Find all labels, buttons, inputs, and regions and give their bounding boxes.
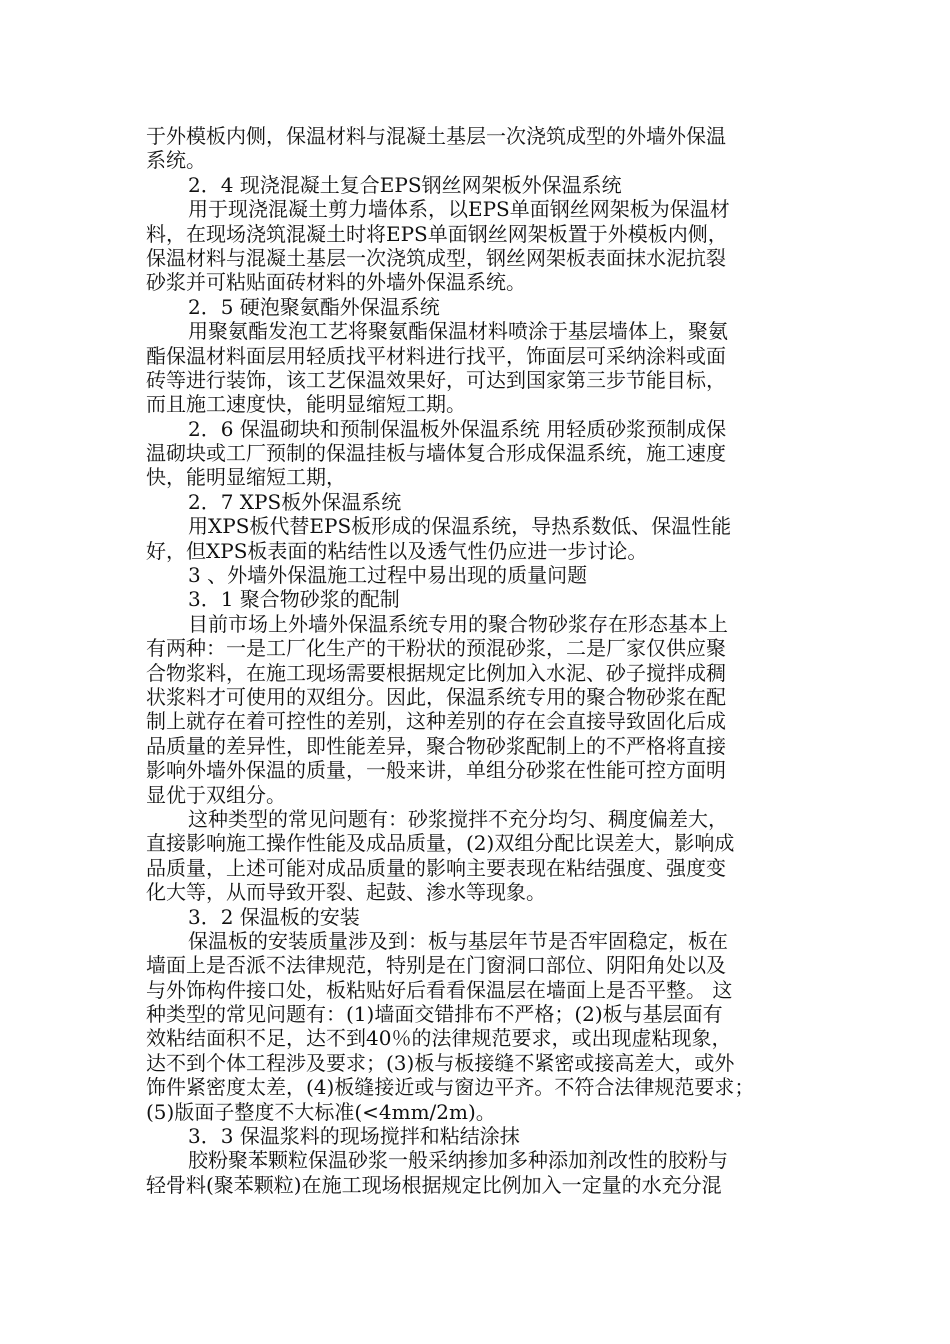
text-line: 显优于双组分。 [146, 782, 286, 807]
text-line: 料，在现场浇筑混凝土时将EPS单面钢丝网架板置于外模板内侧， [146, 221, 728, 246]
text-line: 有两种：一是工厂化生产的干粉状的预混砂浆，二是厂家仅供应聚 [146, 636, 726, 661]
text-line: 直接影响施工操作性能及成品质量，(2)双组分配比误差大，影响成 [146, 831, 735, 856]
section-heading: 2．7 XPS板外保温系统 [188, 489, 402, 514]
text-line: 温砌块或工厂预制的保温挂板与墙体复合形成保温系统，施工速度 [146, 441, 726, 466]
text-line: 效粘结面积不足，达不到40％的法律规范要求，或出现虚粘现象， [146, 1026, 732, 1051]
text-line: 品质量的差异性，即性能差异，聚合物砂浆配制上的不严格将直接 [146, 733, 726, 758]
text-line: 达不到个体工程涉及要求；(3)板与板接缝不紧密或接高差大，或外 [146, 1050, 735, 1075]
text-line: 胶粉聚苯颗粒保温砂浆一般采纳掺加多种添加剂改性的胶粉与 [188, 1148, 728, 1173]
text-line: 砂浆并可粘贴面砖材料的外墙外保温系统。 [146, 270, 526, 295]
text-line: 种类型的常见问题有：(1)墙面交错排布不严格；(2)板与基层面有 [146, 1002, 723, 1027]
text-line: 品质量，上述可能对成品质量的影响主要表现在粘结强度、强度变 [146, 855, 726, 880]
text-line: 保温材料与混凝土基层一次浇筑成型，钢丝网架板表面抹水泥抗裂 [146, 245, 726, 270]
section-heading: 3．2 保温板的安装 [188, 904, 360, 929]
text-line: 用聚氨酯发泡工艺将聚氨酯保温材料喷涂于基层墙体上，聚氨 [188, 319, 728, 344]
section-heading: 3．1 聚合物砂浆的配制 [188, 587, 400, 612]
text-line: 制上就存在着可控性的差别，这种差别的存在会直接导致固化后成 [146, 709, 726, 734]
text-line: 好，但XPS板表面的粘结性以及透气性仍应进一步讨论。 [146, 538, 648, 563]
section-heading: 2．6 保温砌块和预制保温板外保温系统 用轻质砂浆预制成保 [188, 416, 727, 441]
text-line: (5)版面子整度不大标准(<4mm/2m)。 [146, 1099, 496, 1124]
text-line: 于外模板内侧，保温材料与混凝土基层一次浇筑成型的外墙外保温 [146, 124, 726, 148]
section-heading: 3．3 保温浆料的现场搅拌和粘结涂抹 [188, 1124, 520, 1149]
text-line: 轻骨料(聚苯颗粒)在施工现场根据规定比例加入一定量的水充分混 [146, 1172, 722, 1197]
text-line: 化大等，从而导致开裂、起鼓、渗水等现象。 [146, 880, 546, 905]
text-line: 影响外墙外保温的质量，一般来讲，单组分砂浆在性能可控方面明 [146, 758, 726, 783]
section-heading: 3 、外墙外保温施工过程中易出现的质量问题 [188, 563, 588, 588]
text-line: 目前市场上外墙外保温系统专用的聚合物砂浆存在形态基本上 [188, 611, 728, 636]
text-line: 砖等进行装饰，该工艺保温效果好，可达到国家第三步节能目标， [146, 367, 726, 392]
text-line: 与外饰构件接口处，板粘贴好后看看保温层在墙面上是否平整。 这 [146, 977, 733, 1002]
text-line: 状浆料才可使用的双组分。因此，保温系统专用的聚合物砂浆在配 [146, 684, 726, 709]
text-line: 而且施工速度快，能明显缩短工期。 [146, 392, 466, 417]
text-line: 饰件紧密度太差，(4)板缝接近或与窗边平齐。不符合法律规范要求； [146, 1075, 755, 1100]
text-line: 用XPS板代替EPS板形成的保温系统，导热系数低、保温性能 [188, 514, 732, 539]
text-line: 合物浆料，在施工现场需要根据规定比例加入水泥、砂子搅拌成稠 [146, 660, 726, 685]
section-heading: 2．5 硬泡聚氨酯外保温系统 [188, 294, 440, 319]
text-line: 用于现浇混凝土剪力墙体系，以EPS单面钢丝网架板为保温材 [188, 197, 730, 222]
text-line: 系统。 [146, 148, 206, 173]
text-line: 快，能明显缩短工期， [146, 465, 346, 490]
text-line: 这种类型的常见问题有：砂浆搅拌不充分均匀、稠度偏差大， [188, 806, 728, 831]
section-heading: 2．4 现浇混凝土复合EPS钢丝网架板外保温系统 [188, 172, 622, 197]
text-line: 酯保温材料面层用轻质找平材料进行找平，饰面层可采纳涂料或面 [146, 343, 726, 368]
text-line: 墙面上是否派不法律规范，特别是在门窗洞口部位、阴阳角处以及 [146, 953, 726, 978]
document-body [146, 124, 806, 1197]
text-line: 保温板的安装质量涉及到：板与基层年节是否牢固稳定，板在 [188, 928, 728, 953]
